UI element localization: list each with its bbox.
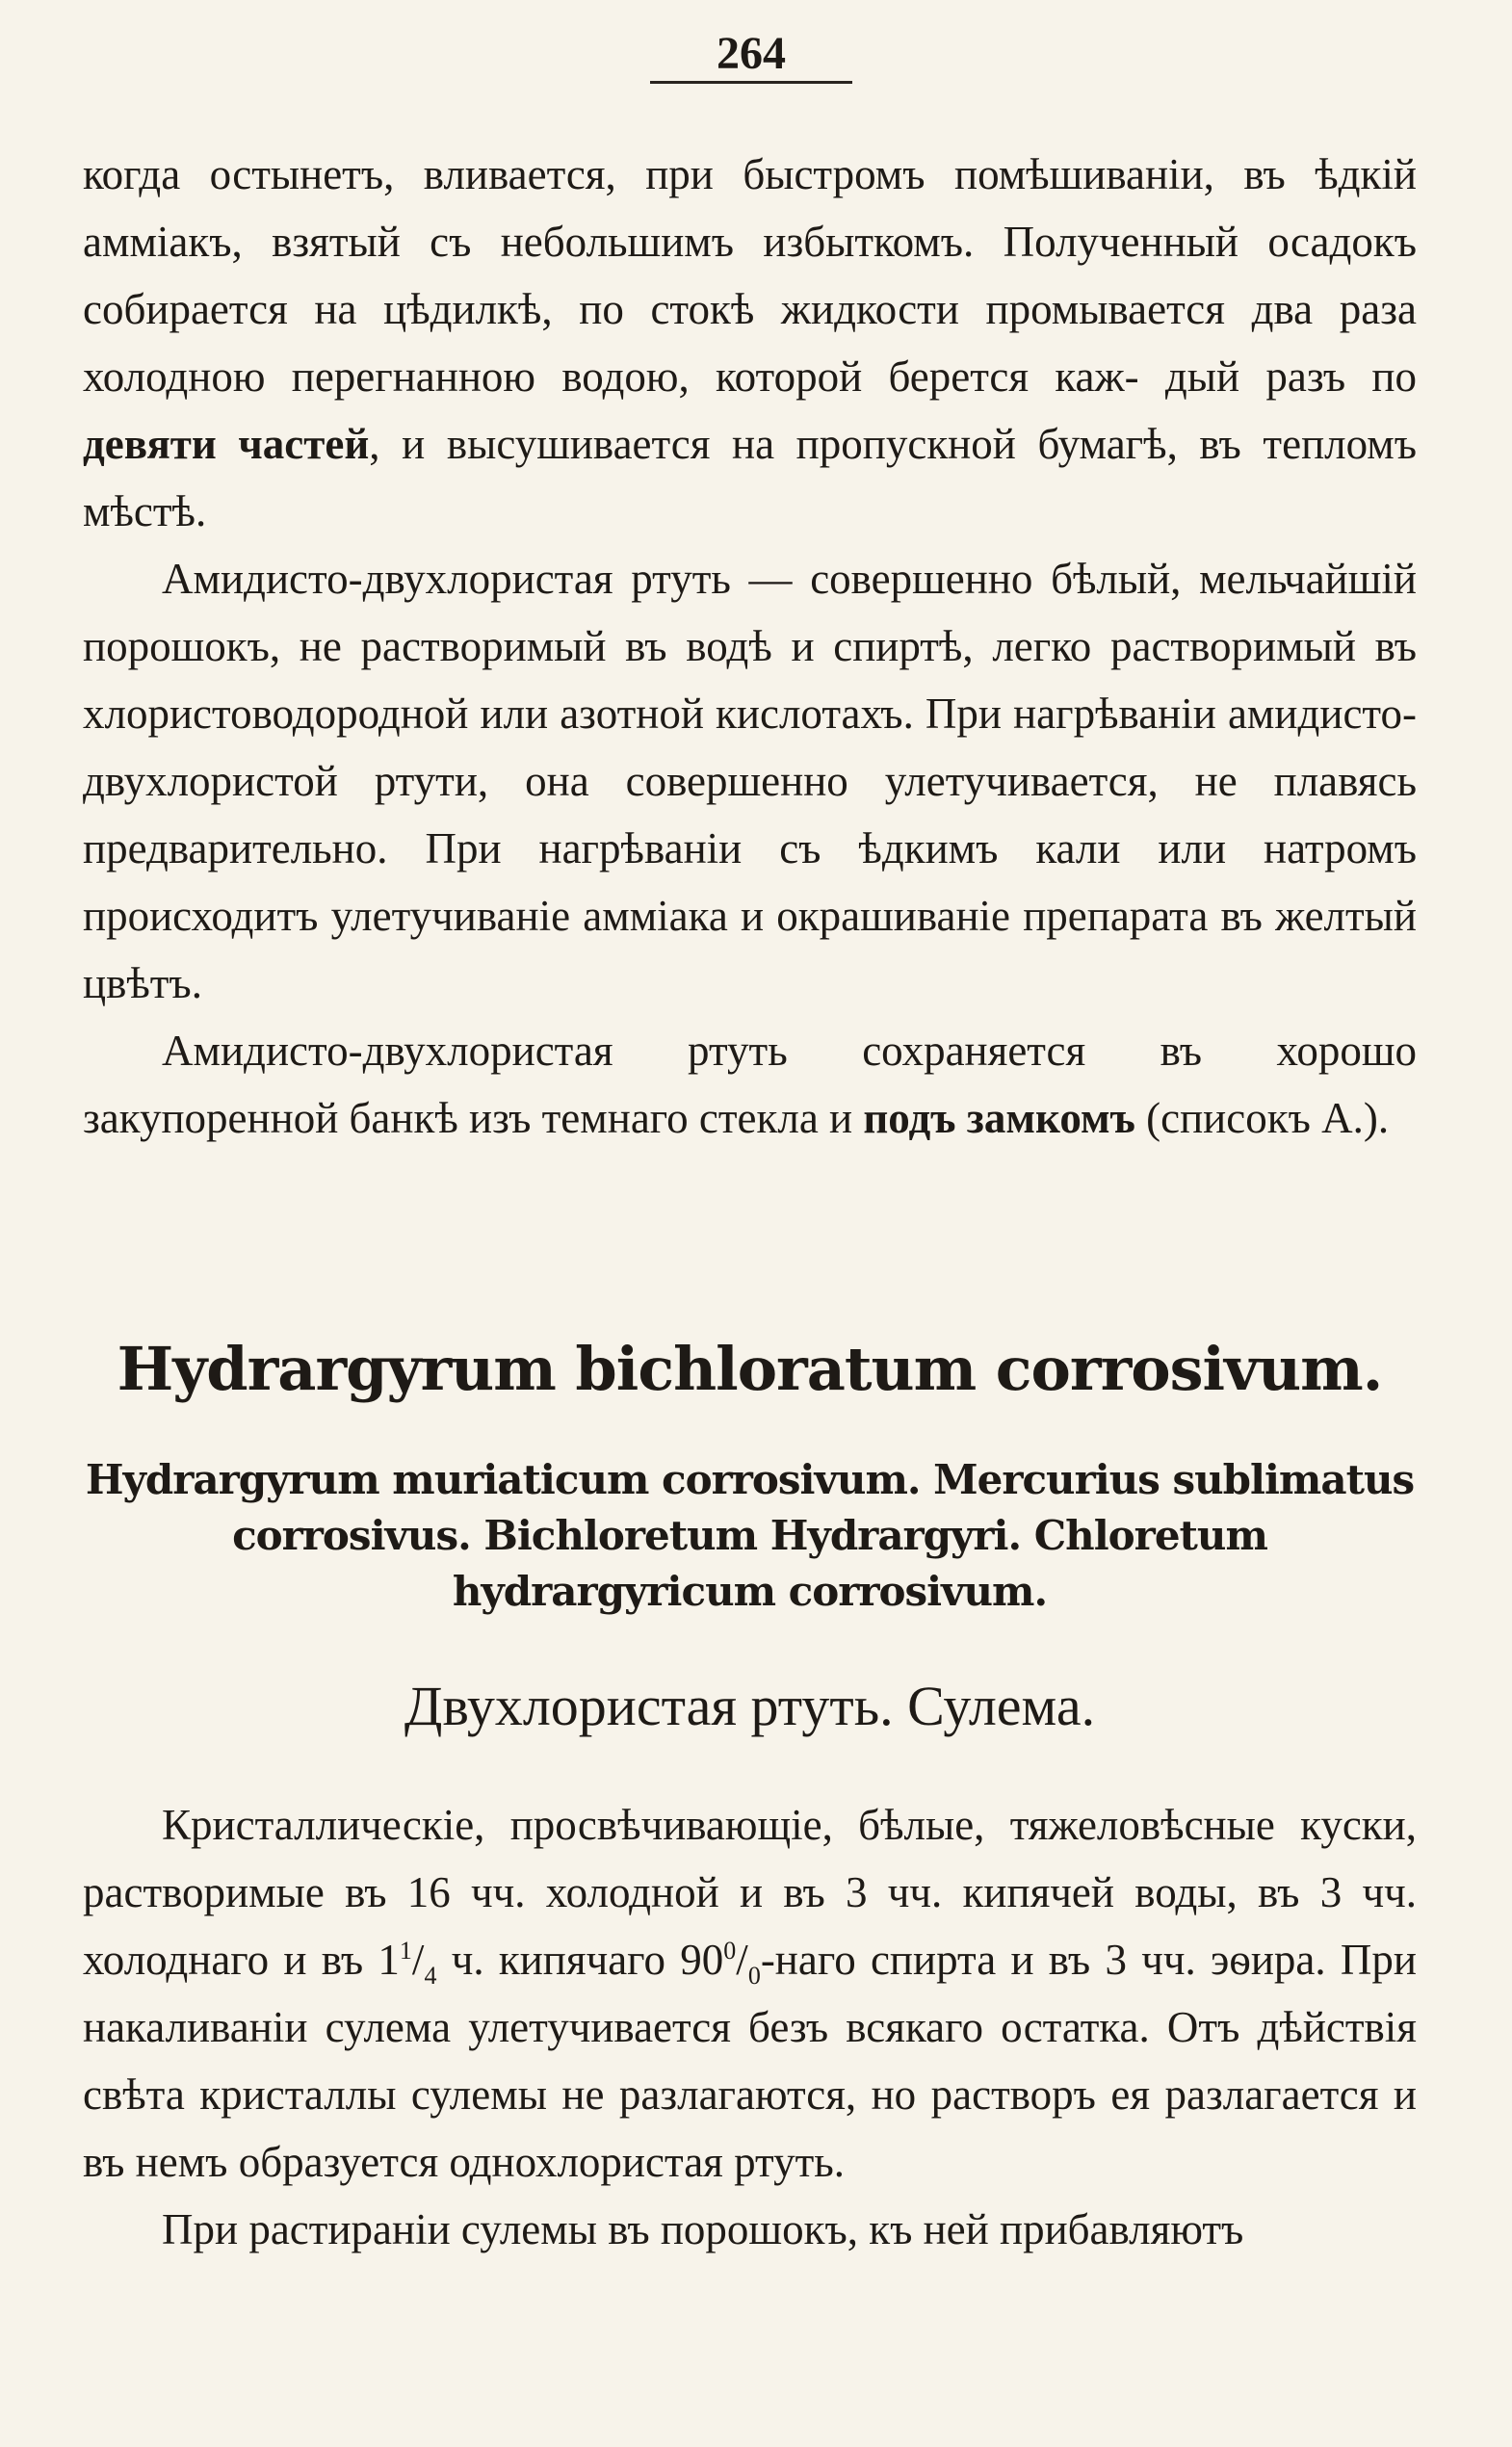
line: два раза холодною перегнанною водою, которой берется каж- xyxy=(83,285,1418,401)
paragraph-preparation xyxy=(83,141,1417,545)
paragraph-properties: Амидисто-двухлористая ртуть — совершенно бѣлый, мельчайшій порошокъ, не растворимый въ водѣ и спиртѣ, легко растворимый въ хлористоводородной или азотной кислотахъ. При нагрѣваніи амидисто-двухлористой ртути, она совершенно улетучивается, не плавясь предварительно. При нагрѣваніи съ ѣдкимъ кали или натромъ происходитъ улетучиваніе амміака и окрашиваніе препарата въ желтый цвѣтъ. xyxy=(83,555,1417,1007)
bold-phrase: подъ замкомъ xyxy=(863,1094,1135,1142)
line: ѣдкій амміакъ, взятый съ небольшимъ избыткомъ. Полученный xyxy=(83,150,1417,266)
section-synonyms: Hydrargyrum muriaticum corrosivum. Mercurius sublimatus corrosivus. Bichloretum Hydrargyri. Chloretum hydrargyricum corrosivum. xyxy=(85,1456,1415,1615)
line: , и высушивается на пропускной xyxy=(369,420,1016,468)
paragraph-description: Кристаллическіе, просвѣчивающіе, бѣлые, тяжеловѣсные куски, растворимые въ 16 чч. холодной и въ 3 чч. кипячей воды, въ 3 чч. холоднаго и въ $1^1/_4$ ч. кипячаго $90^0/_0$-наго спирта и въ 3 чч. эѳира. При накаливаніи сулема улетучивается безъ всякаго остатка. Отъ дѣйствія свѣта кристаллы сулемы не разлагаются, но растворъ ея разлагается и въ немъ образуется однохлористая ртуть. xyxy=(83,1801,1417,2186)
description-text: Кристаллическіе, просвѣчивающіе, бѣлые, тяжеловѣсные куски, растворимые въ 16 чч. холодной и въ 3 чч. кипячей воды, въ 3 чч. холоднаго и въ 1 xyxy=(83,1801,1417,1984)
section2-text xyxy=(83,1791,1417,2263)
line: осадокъ собирается на цѣдилкѣ, по стокѣ жидкости промывается xyxy=(83,218,1418,333)
description-text-3: -наго спирта и въ 3 чч. эѳира. При накаливаніи сулема улетучивается безъ всякаго остатка. Отъ дѣйствія свѣта кристаллы сулемы не разлагаются, но растворъ ея разлагается и въ немъ образуется однохлористая ртуть. xyxy=(83,1936,1417,2186)
fraction-numerator: 1 xyxy=(399,1937,412,1965)
description-text-2: ч. кипячаго 90 xyxy=(436,1936,724,1984)
storage-text: Амидисто-двухлористая ртуть сохраняется въ хорошо закупоренной банкѣ изъ темнаго стекла и xyxy=(83,1027,1417,1142)
section1-text xyxy=(83,141,1417,1152)
percent-sub: 0 xyxy=(747,1962,761,1990)
paragraph-storage xyxy=(83,1017,1417,1152)
section-title-latin: Hydrargyrum bichloratum corrosivum. xyxy=(117,1334,1383,1404)
percent-sup: 0 xyxy=(723,1937,737,1965)
paragraph-grinding: При растираніи сулемы въ порошокъ, къ ней прибавляютъ xyxy=(162,2205,1244,2253)
page-number-rule xyxy=(650,81,852,84)
fraction-denominator: 4 xyxy=(424,1962,437,1990)
line: дый разъ по xyxy=(1164,352,1418,401)
line: бумагѣ, въ тепломъ мѣстѣ. xyxy=(83,420,1417,535)
bold-phrase: девяти частей xyxy=(83,420,370,468)
storage-list: (списокъ А.). xyxy=(1146,1094,1390,1142)
page-number: 264 xyxy=(717,28,786,79)
line: когда остынетъ, вливается, при быстромъ помѣшиваніи, въ xyxy=(83,150,1286,198)
section-title-russian: Двухлористая ртуть. Сулема. xyxy=(404,1675,1096,1737)
